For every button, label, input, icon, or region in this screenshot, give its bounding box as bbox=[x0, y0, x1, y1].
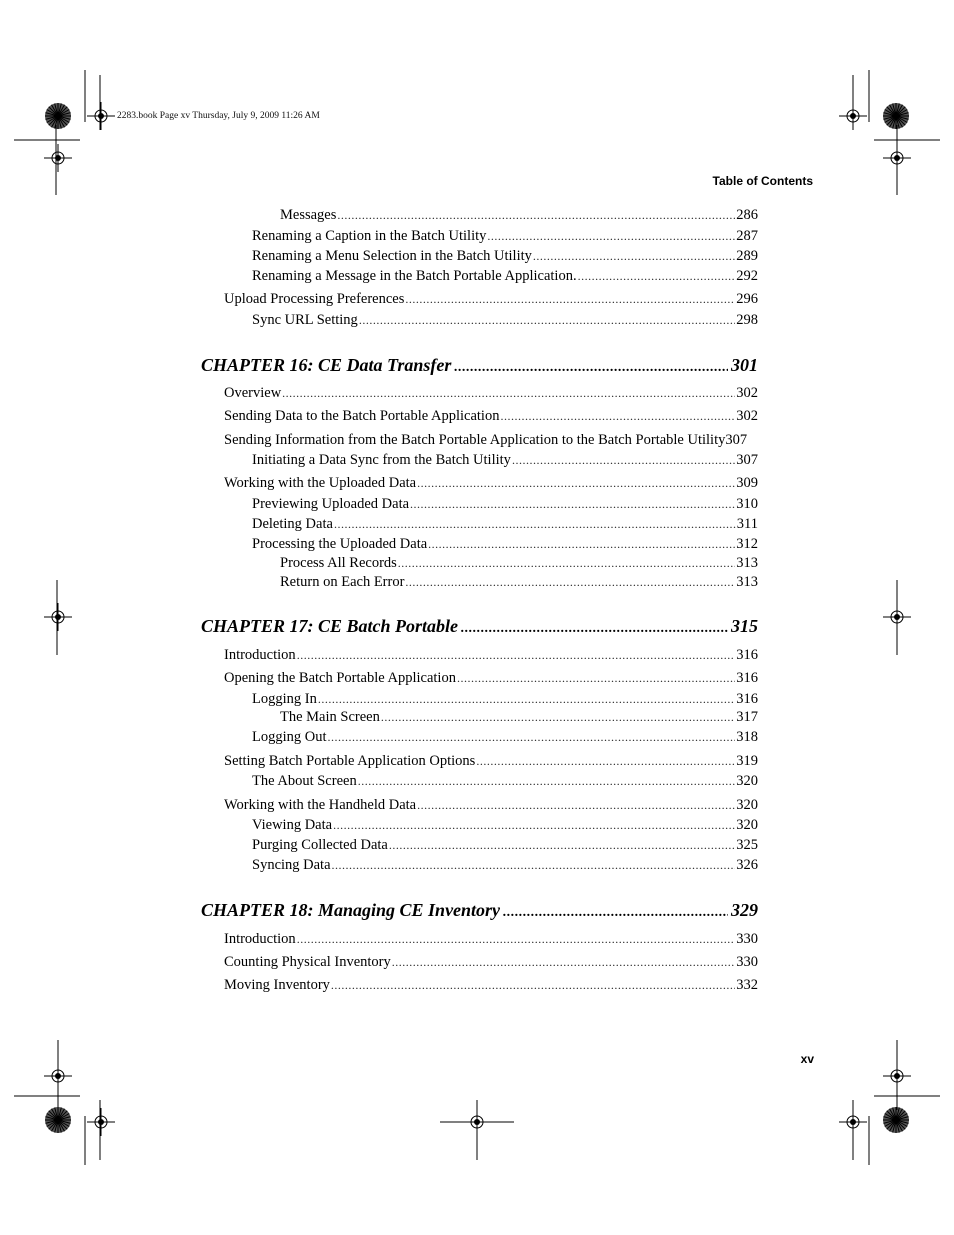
running-head: Table of Contents bbox=[712, 174, 813, 188]
chapter-page: 329 bbox=[731, 900, 758, 920]
leader-dots bbox=[297, 930, 736, 948]
toc-entry-page: 319 bbox=[736, 753, 758, 769]
toc-entry-page: 302 bbox=[736, 408, 758, 424]
toc-entry-page: 307 bbox=[736, 452, 758, 468]
leader-dots bbox=[392, 953, 736, 971]
toc-entry-title: Process All Records bbox=[280, 555, 397, 571]
toc-entry-title: Sync URL Setting bbox=[252, 312, 358, 328]
toc-entry-page: 330 bbox=[736, 931, 758, 947]
toc-entry[interactable] bbox=[224, 930, 758, 948]
leader-dots bbox=[533, 247, 735, 265]
toc-entry-title: The Main Screen bbox=[280, 709, 380, 725]
toc-entry[interactable] bbox=[224, 752, 758, 770]
registration-mark-dot bbox=[55, 614, 61, 620]
toc-entry-page: 316 bbox=[736, 691, 758, 707]
chapter-page: 315 bbox=[731, 616, 758, 636]
leader-dots bbox=[503, 902, 728, 924]
toc-entry-title: Logging In bbox=[252, 691, 317, 707]
registration-mark-dot bbox=[98, 113, 104, 119]
leader-dots bbox=[389, 836, 735, 854]
toc-entry-page: 318 bbox=[736, 729, 758, 745]
leader-dots bbox=[410, 495, 735, 513]
toc-entry-page: 310 bbox=[736, 496, 758, 512]
toc-entry[interactable] bbox=[280, 708, 758, 726]
toc-entry[interactable] bbox=[252, 227, 758, 245]
toc-entry[interactable] bbox=[280, 573, 758, 591]
toc-entry-title: Introduction bbox=[224, 647, 296, 663]
chapter-title: CHAPTER 17: CE Batch Portable bbox=[201, 616, 459, 636]
leader-dots bbox=[358, 772, 736, 790]
toc-entry[interactable] bbox=[224, 384, 758, 402]
toc-entry[interactable] bbox=[280, 206, 758, 224]
toc-entry-title: Sending Data to the Batch Portable Application bbox=[224, 408, 500, 424]
toc-entry-title: Working with the Handheld Data bbox=[224, 797, 417, 813]
toc-entry[interactable] bbox=[252, 690, 758, 708]
toc-entry-title: Purging Collected Data bbox=[252, 837, 388, 853]
chapter-heading[interactable] bbox=[201, 899, 758, 924]
leader-dots bbox=[297, 646, 736, 664]
leader-dots bbox=[405, 290, 735, 308]
toc-entry-title: Setting Batch Portable Application Options bbox=[224, 753, 476, 769]
toc-entry-title: Return on Each Error bbox=[280, 574, 405, 590]
toc-entry[interactable] bbox=[224, 646, 758, 664]
toc-entry-title: Opening the Batch Portable Application bbox=[224, 670, 456, 686]
toc-entry-title: Renaming a Caption in the Batch Utility bbox=[252, 228, 487, 244]
toc-entry-page: 332 bbox=[736, 977, 758, 993]
toc-entry-page: 313 bbox=[736, 555, 758, 571]
toc-entry-title: Working with the Uploaded Data bbox=[224, 475, 417, 491]
toc-entry[interactable] bbox=[252, 311, 758, 329]
leader-dots bbox=[457, 669, 735, 687]
toc-entry-title: Logging Out bbox=[252, 729, 327, 745]
leader-dots bbox=[333, 816, 735, 834]
leader-dots bbox=[578, 267, 736, 285]
leader-dots bbox=[334, 515, 736, 533]
registration-mark-dot bbox=[98, 1119, 104, 1125]
toc-entry-title: Renaming a Menu Selection in the Batch Utility bbox=[252, 248, 532, 264]
toc-entry[interactable] bbox=[224, 976, 758, 994]
toc-entry-page: 309 bbox=[736, 475, 758, 491]
toc-entry-page: 307 bbox=[725, 432, 748, 448]
leader-dots bbox=[454, 357, 728, 379]
leader-dots bbox=[500, 407, 735, 425]
toc-entry-title: Upload Processing Preferences bbox=[224, 291, 405, 307]
toc-entry-page: 289 bbox=[736, 248, 758, 264]
leader-dots bbox=[417, 474, 735, 492]
leader-dots bbox=[282, 384, 735, 402]
toc-entry[interactable] bbox=[252, 728, 758, 746]
leader-dots bbox=[331, 976, 735, 994]
toc-entry-title: Messages bbox=[280, 207, 337, 223]
toc-entry[interactable] bbox=[252, 836, 758, 854]
toc-entry[interactable] bbox=[252, 816, 758, 834]
leader-dots bbox=[328, 728, 736, 746]
chapter-heading[interactable] bbox=[201, 615, 758, 640]
toc-entry-title: Viewing Data bbox=[252, 817, 333, 833]
leader-dots bbox=[428, 535, 735, 553]
toc-entry[interactable] bbox=[252, 772, 758, 790]
leader-dots bbox=[461, 618, 728, 640]
toc-entry-title: Processing the Uploaded Data bbox=[252, 536, 428, 552]
toc-entry-page: 320 bbox=[736, 817, 758, 833]
toc-entry[interactable] bbox=[252, 856, 758, 874]
toc-entry-page: 313 bbox=[736, 574, 758, 590]
toc-entry[interactable] bbox=[252, 247, 758, 265]
toc-entry[interactable] bbox=[224, 953, 758, 971]
leader-dots bbox=[359, 311, 735, 329]
leader-dots bbox=[487, 227, 735, 245]
toc-entry-title: Initiating a Data Sync from the Batch Utility bbox=[252, 452, 511, 468]
toc-entry-title: Syncing Data bbox=[252, 857, 331, 873]
toc-entry-page: 296 bbox=[736, 291, 758, 307]
toc-entry-page: 317 bbox=[736, 709, 758, 725]
leader-dots bbox=[318, 690, 735, 708]
toc-entry[interactable] bbox=[224, 474, 758, 492]
toc-entry-title: Deleting Data bbox=[252, 516, 333, 532]
toc-entry-title: Moving Inventory bbox=[224, 977, 330, 993]
toc-entry-page: 316 bbox=[736, 647, 758, 663]
toc-entry-page: 325 bbox=[736, 837, 758, 853]
toc-entry-title: Previewing Uploaded Data bbox=[252, 496, 410, 512]
toc-entry-page: 316 bbox=[736, 670, 758, 686]
page-number: xv bbox=[800, 1052, 814, 1066]
toc-entry-page: 287 bbox=[736, 228, 758, 244]
chapter-title: CHAPTER 18: Managing CE Inventory bbox=[201, 900, 501, 920]
chapter-title: CHAPTER 16: CE Data Transfer bbox=[201, 355, 452, 375]
leader-dots bbox=[381, 708, 735, 726]
toc-entry-title: Renaming a Message in the Batch Portable Application. bbox=[252, 268, 577, 284]
leader-dots bbox=[337, 206, 735, 224]
toc-entry-title: The About Screen bbox=[252, 773, 357, 789]
leader-dots bbox=[512, 451, 735, 469]
toc-entry-page: 286 bbox=[736, 207, 758, 223]
toc-entry[interactable] bbox=[224, 669, 758, 687]
toc-entry[interactable] bbox=[252, 267, 758, 285]
toc-entry[interactable] bbox=[224, 290, 758, 308]
toc-entry-page: 312 bbox=[736, 536, 758, 552]
toc-entry[interactable] bbox=[252, 451, 758, 469]
toc-entry-page: 298 bbox=[736, 312, 758, 328]
toc-entry-title: Counting Physical Inventory bbox=[224, 954, 391, 970]
leader-dots bbox=[405, 573, 735, 591]
toc-entry-page: 330 bbox=[736, 954, 758, 970]
toc-entry[interactable] bbox=[224, 407, 758, 425]
leader-dots bbox=[476, 752, 735, 770]
toc-entry-title: Sending Information from the Batch Portable Application to the Batch Portable Utility bbox=[224, 432, 726, 448]
print-slug: 2283.book Page xv Thursday, July 9, 2009 11:26 AM bbox=[117, 111, 320, 121]
toc-entry-title: Overview bbox=[224, 385, 282, 401]
toc-entry[interactable] bbox=[252, 535, 758, 553]
chapter-page: 301 bbox=[731, 355, 758, 375]
toc-entry[interactable] bbox=[252, 515, 758, 533]
leader-dots bbox=[332, 856, 736, 874]
toc-entry-page: 326 bbox=[736, 857, 758, 873]
toc-entry-page: 292 bbox=[736, 268, 758, 284]
toc-entry[interactable] bbox=[224, 796, 758, 814]
toc-entry-page: 311 bbox=[736, 516, 758, 532]
toc-entry[interactable] bbox=[280, 554, 758, 572]
toc-entry-page: 320 bbox=[736, 773, 758, 789]
toc-entry-title: Introduction bbox=[224, 931, 296, 947]
toc-entry[interactable] bbox=[224, 431, 747, 449]
toc-entry[interactable] bbox=[252, 495, 758, 513]
toc-entry-page: 320 bbox=[736, 797, 758, 813]
leader-dots bbox=[417, 796, 735, 814]
chapter-heading[interactable] bbox=[201, 354, 758, 379]
leader-dots bbox=[398, 554, 735, 572]
toc-entry-page: 302 bbox=[736, 385, 758, 401]
